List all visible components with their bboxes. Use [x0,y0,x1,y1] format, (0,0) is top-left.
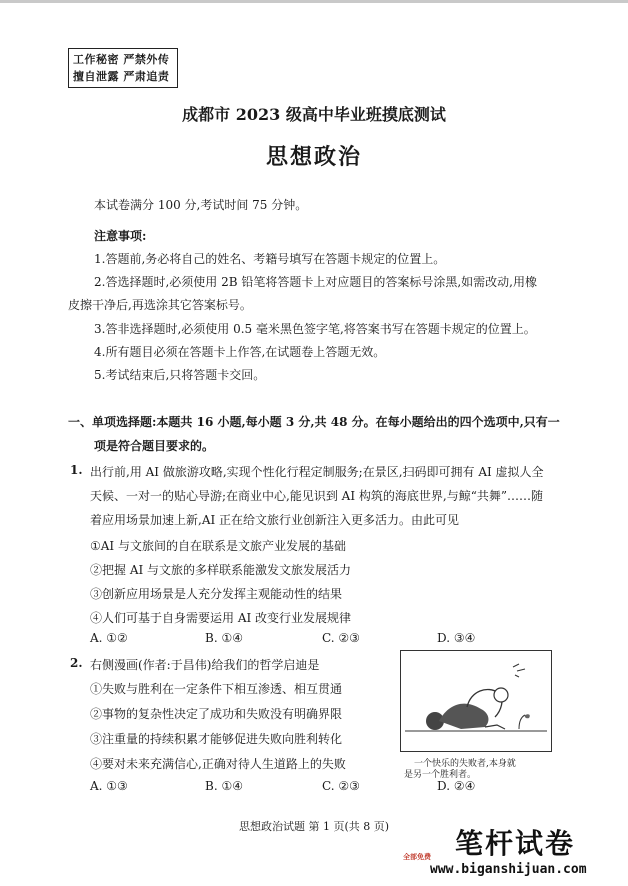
q1-stem-line: 天候、一对一的贴心导游;在商业中心,能见识到 AI 构筑的海底世界,与鲸“共舞”……随 [90,489,543,503]
q1-choice-a[interactable]: A. ①② [90,631,128,645]
question-number-2: 2. [70,656,83,670]
section-heading: 一、单项选择题:本题共 16 小题,每小题 3 分,共 48 分。在每小题给出的四个选项中,只有一 [68,415,560,429]
exam-title: 成都市 2023 级高中毕业班摸底测试 [182,105,446,124]
note-item: 4.所有题目必须在答题卡上作答,在试题卷上答题无效。 [94,345,386,359]
section-heading-cont: 项是符合题目要求的。 [94,439,215,453]
watermark-brand: 笔杆试卷 [455,827,576,860]
q1-option: ②把握 AI 与文旅的多样联系能激发文旅发展活力 [90,563,352,577]
q1-option: ①AI 与文旅间的自在联系是文旅产业发展的基础 [90,539,346,553]
q1-stem-line: 着应用场景加速上新,AI 正在给文旅行业创新注入更多活力。由此可见 [90,513,460,527]
question-number-1: 1. [70,463,83,477]
q2-option: ③注重量的持续积累才能够促进失败向胜利转化 [90,732,343,746]
watermark-url[interactable]: www.biganshijuan.com [430,862,587,877]
cartoon-image [400,650,552,752]
q2-option: ①失败与胜利在一定条件下相互渗透、相互贯通 [90,682,343,696]
q1-choice-c[interactable]: C. ②③ [322,631,360,645]
notes-heading: 注意事项: [94,229,147,243]
confidential-line-2: 擅自泄露 严肃追责 [73,70,170,83]
q2-option: ②事物的复杂性决定了成功和失败没有明确界限 [90,707,343,721]
subject-title: 思想政治 [265,144,362,170]
q2-choice-c[interactable]: C. ②③ [322,779,360,793]
intro-text: 本试卷满分 100 分,考试时间 75 分钟。 [94,198,308,212]
q2-choice-a[interactable]: A. ①③ [90,779,128,793]
note-item: 3.答非选择题时,必须使用 0.5 毫米黑色签字笔,将答案书写在答题卡规定的位置上。 [94,322,536,336]
watermark-tag: 全部免费 [403,853,431,861]
q1-choice-b[interactable]: B. ①④ [205,631,243,645]
q2-stem: 右侧漫画(作者:于昌伟)给我们的哲学启迪是 [90,658,320,672]
confidential-line-1: 工作秘密 严禁外传 [73,53,170,66]
note-item: 1.答题前,务必将自己的姓名、考籍号填写在答题卡规定的位置上。 [94,252,446,266]
confidential-stamp [68,48,178,88]
note-item: 皮擦干净后,再选涂其它答案标号。 [68,298,252,312]
cartoon-caption-line-1: 一个快乐的失败者,本身就 [414,759,516,769]
q2-choice-d[interactable]: D. ②④ [437,779,476,793]
cartoon-illustration-icon [401,651,551,751]
page-footer: 思想政治试题 第 1 页(共 8 页) [238,820,390,833]
note-item: 2.答选择题时,必须使用 2B 铅笔将答题卡上对应题目的答案标号涂黑,如需改动,用橡 [94,275,537,289]
q2-choice-b[interactable]: B. ①④ [205,779,243,793]
q1-option: ③创新应用场景是人充分发挥主观能动性的结果 [90,587,343,601]
q2-option: ④要对未来充满信心,正确对待人生道路上的失败 [90,757,346,771]
q1-option: ④人们可基于自身需要运用 AI 改变行业发展规律 [90,611,352,625]
q1-choice-d[interactable]: D. ③④ [437,631,476,645]
cartoon-caption-line-2: 是另一个胜利者。 [404,770,477,780]
q1-stem-line: 出行前,用 AI 做旅游攻略,实现个性化行程定制服务;在景区,扫码即可拥有 AI 虚拟人全 [90,465,544,479]
note-item: 5.考试结束后,只将答题卡交回。 [94,368,266,382]
